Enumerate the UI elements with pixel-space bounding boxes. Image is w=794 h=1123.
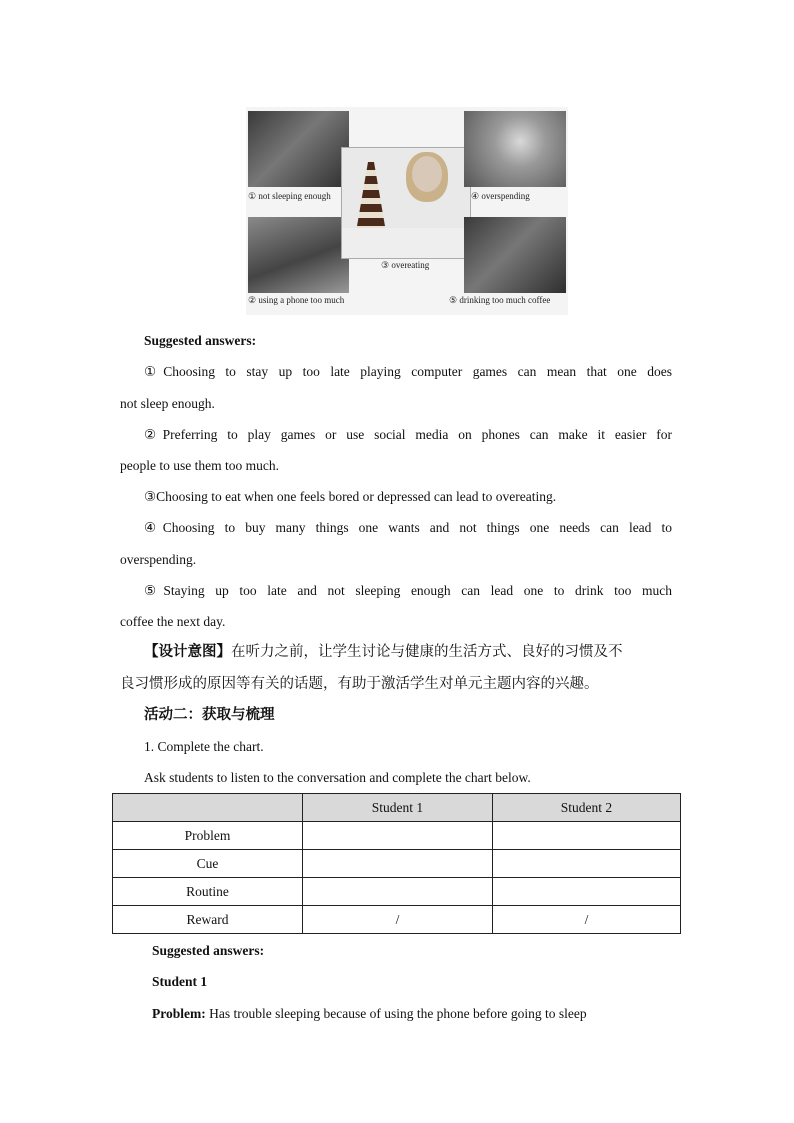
answer-1-line-1: ①Choosing to stay up too late playing computer games can mean that one does	[144, 364, 672, 379]
photo-overspending	[464, 111, 566, 187]
table-row	[113, 850, 681, 878]
header-cell-student-1: Student 1	[303, 794, 493, 822]
row-label-routine: Routine	[113, 878, 303, 906]
problem-text: Has trouble sleeping because of using the phone before going to sleep	[209, 1006, 587, 1021]
problem-label: Problem:	[152, 1006, 206, 1021]
answer-2-line-1: ②Preferring to play games or use social media on phones can make it easier for	[144, 427, 672, 442]
header-cell-student-2: Student 2	[493, 794, 681, 822]
cell-reward-student-2: /	[493, 906, 681, 934]
answer-2-line-2: people to use them too much.	[120, 458, 279, 473]
task-title: 1. Complete the chart.	[144, 739, 264, 754]
caption-not-sleeping: ① not sleeping enough	[248, 191, 331, 201]
caption-overspending: ④ overspending	[471, 191, 530, 201]
table-row	[113, 822, 681, 850]
cell-reward-student-1: /	[303, 906, 493, 934]
cell-routine-student-2[interactable]	[493, 878, 681, 906]
answer-4-line-1: ④Choosing to buy many things one wants and not things one needs can lead to	[144, 520, 672, 535]
photo-not-sleeping	[248, 111, 349, 187]
task-instruction: Ask students to listen to the conversation and complete the chart below.	[144, 770, 531, 785]
cell-problem-student-1[interactable]	[303, 822, 493, 850]
cell-cue-student-1[interactable]	[303, 850, 493, 878]
caption-overeating: ③ overeating	[381, 260, 430, 270]
answer-4-line-2: overspending.	[120, 552, 197, 567]
design-intent-line-1	[144, 643, 623, 661]
answer-1-line-2: not sleep enough.	[120, 396, 215, 411]
table-row	[113, 878, 681, 906]
habit-chart-table	[112, 793, 681, 934]
cell-routine-student-1[interactable]	[303, 878, 493, 906]
cell-cue-student-2[interactable]	[493, 850, 681, 878]
table-header-row	[113, 794, 681, 822]
caption-phone: ② using a phone too much	[248, 295, 345, 305]
photo-phone	[248, 217, 349, 293]
problem-line	[152, 1005, 587, 1023]
photo-coffee	[464, 217, 566, 293]
answer-3-line-1: ③Choosing to eat when one feels bored or depressed can lead to overeating.	[144, 489, 557, 504]
suggested-answers-heading: Suggested answers:	[144, 333, 257, 348]
activity-title: 活动二：获取与梳理	[144, 707, 275, 723]
design-intent-line-2: 良习惯形成的原因等有关的话题，有助于激活学生对单元主题内容的兴趣。	[120, 676, 599, 692]
cell-problem-student-2[interactable]	[493, 822, 681, 850]
photo-overeating	[341, 147, 471, 259]
answer-5-line-1: ⑤Staying up too late and not sleeping enough can lead one to drink too much	[144, 583, 672, 598]
design-intent-label: 【设计意图】	[144, 644, 231, 660]
caption-coffee: ⑤ drinking too much coffee	[449, 295, 551, 305]
student-1-heading: Student 1	[152, 974, 208, 989]
row-label-cue: Cue	[113, 850, 303, 878]
answer-5-line-2: coffee the next day.	[120, 614, 226, 629]
design-intent-text: 在听力之前，让学生讨论与健康的生活方式、良好的习惯及不	[231, 644, 623, 660]
header-cell-blank	[113, 794, 303, 822]
suggested-answers-heading-2: Suggested answers:	[152, 943, 265, 958]
habits-figure	[246, 107, 568, 315]
row-label-problem: Problem	[113, 822, 303, 850]
row-label-reward: Reward	[113, 906, 303, 934]
table-row	[113, 906, 681, 934]
